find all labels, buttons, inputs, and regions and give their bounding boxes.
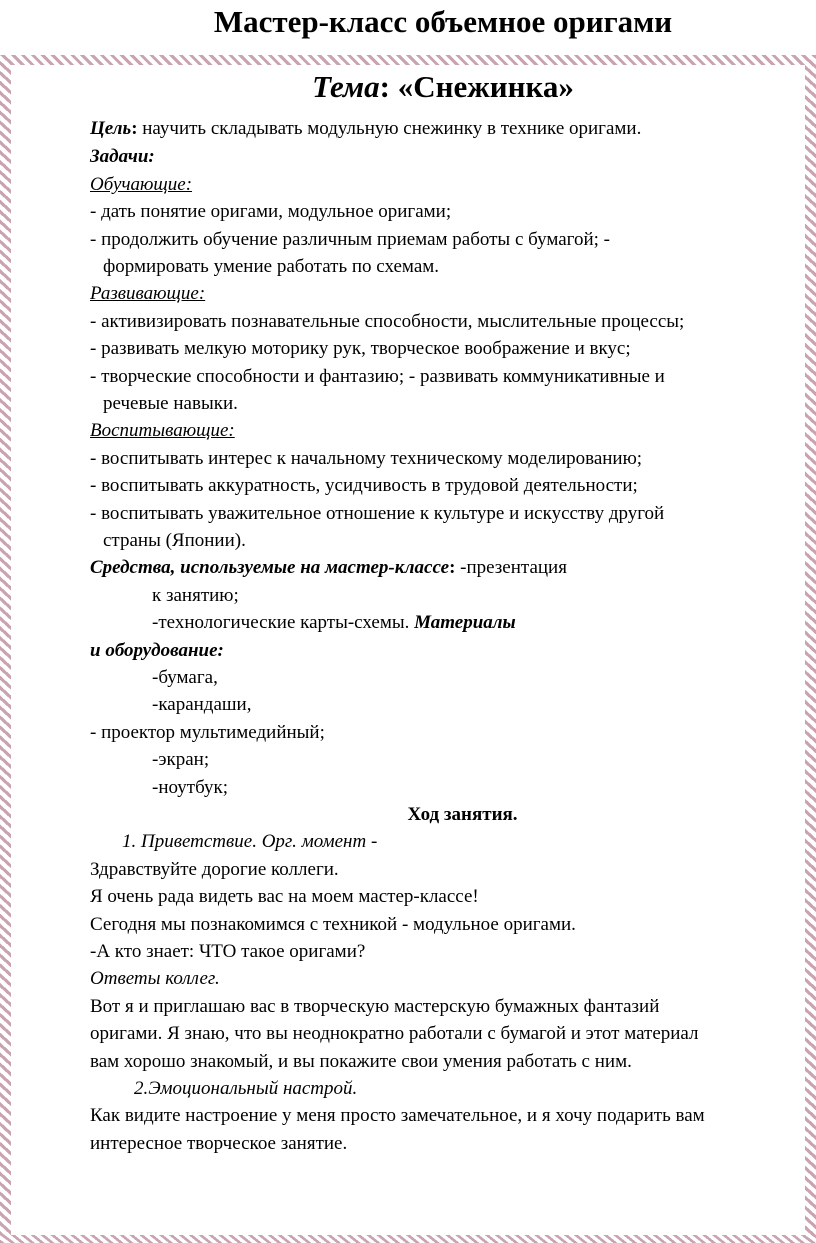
goal-text: научить складывать модульную снежинку в технике оригами.	[137, 118, 642, 139]
tasks-label: Задачи:	[90, 146, 155, 167]
topic-label: Тема	[312, 69, 380, 104]
materials-label-b: и оборудование:	[90, 640, 224, 661]
list-item: - активизировать познавательные способности, мыслительные процессы;	[90, 311, 685, 332]
materials-label-a: Материалы	[414, 612, 516, 633]
list-item: - воспитывать аккуратность, усидчивость в трудовой деятельности;	[90, 475, 638, 496]
step-1-dash: -	[366, 831, 378, 852]
step-2-title: 2.Эмоциональный настрой.	[134, 1078, 358, 1099]
lesson-heading: Ход занятия.	[407, 804, 518, 825]
list-item: страны (Японии).	[103, 530, 246, 551]
topic-value: «Снежинка»	[397, 69, 574, 104]
paragraph-line: оригами. Я знаю, что вы неоднократно работали с бумагой и этот материал	[90, 1023, 699, 1044]
upbringing-label: Воспитывающие:	[90, 420, 235, 441]
list-item: - воспитывать уважительное отношение к культуре и искусству другой	[90, 503, 665, 524]
goal-label: Цель	[90, 118, 132, 139]
material-item: -карандаши,	[152, 694, 252, 715]
paragraph-line: Здравствуйте дорогие коллеги.	[90, 859, 339, 880]
step-1	[122, 829, 377, 855]
step-1-title: 1. Приветствие. Орг. момент	[122, 831, 367, 852]
list-item: формировать умение работать по схемам.	[103, 256, 440, 277]
means-first: -презентация	[455, 557, 567, 578]
means-item: к занятию;	[152, 585, 239, 606]
goal-colon: :	[131, 118, 138, 139]
means-colon: :	[449, 557, 456, 578]
paragraph-line: вам хорошо знакомый, и вы покажите свои умения работать с ним.	[90, 1051, 632, 1072]
means-item	[152, 610, 516, 636]
teaching-label: Обучающие:	[90, 174, 193, 195]
means-line	[90, 555, 567, 581]
paragraph-line: Сегодня мы познакомимся с техникой - модульное оригами.	[90, 914, 576, 935]
material-item: - проектор мультимедийный;	[90, 722, 325, 743]
topic-colon: :	[379, 69, 398, 104]
list-item: - воспитывать интерес к начальному техническому моделированию;	[90, 448, 643, 469]
list-item: - дать понятие оригами, модульное оригами;	[90, 201, 452, 222]
developing-label: Развивающие:	[90, 283, 206, 304]
means-label: Средства, используемые на мастер-классе	[90, 557, 450, 578]
topic-heading	[0, 68, 816, 106]
paragraph-line: Вот я и приглашаю вас в творческую мастерскую бумажных фантазий	[90, 996, 660, 1017]
goal-line	[90, 116, 641, 142]
paragraph-line: Как видите настроение у меня просто замечательное, и я хочу подарить вам	[90, 1105, 705, 1126]
list-item: - продолжить обучение различным приемам работы с бумагой; -	[90, 229, 610, 250]
list-item: речевые навыки.	[103, 393, 238, 414]
paragraph-line: интересное творческое занятие.	[90, 1133, 348, 1154]
material-item: -бумага,	[152, 667, 218, 688]
paragraph-line: -А кто знает: ЧТО такое оригами?	[90, 941, 366, 962]
means-line3: -технологические карты-схемы.	[152, 612, 415, 633]
material-item: -ноутбук;	[152, 777, 229, 798]
list-item: - развивать мелкую моторику рук, творческое воображение и вкус;	[90, 338, 631, 359]
material-item: -экран;	[152, 749, 210, 770]
paragraph-line: Я очень рада видеть вас на моем мастер-классе!	[90, 886, 479, 907]
answers-note: Ответы коллег.	[90, 968, 220, 989]
page-title: Мастер-класс объемное оригами	[213, 4, 673, 39]
list-item: - творческие способности и фантазию; - развивать коммуникативные и	[90, 366, 665, 387]
